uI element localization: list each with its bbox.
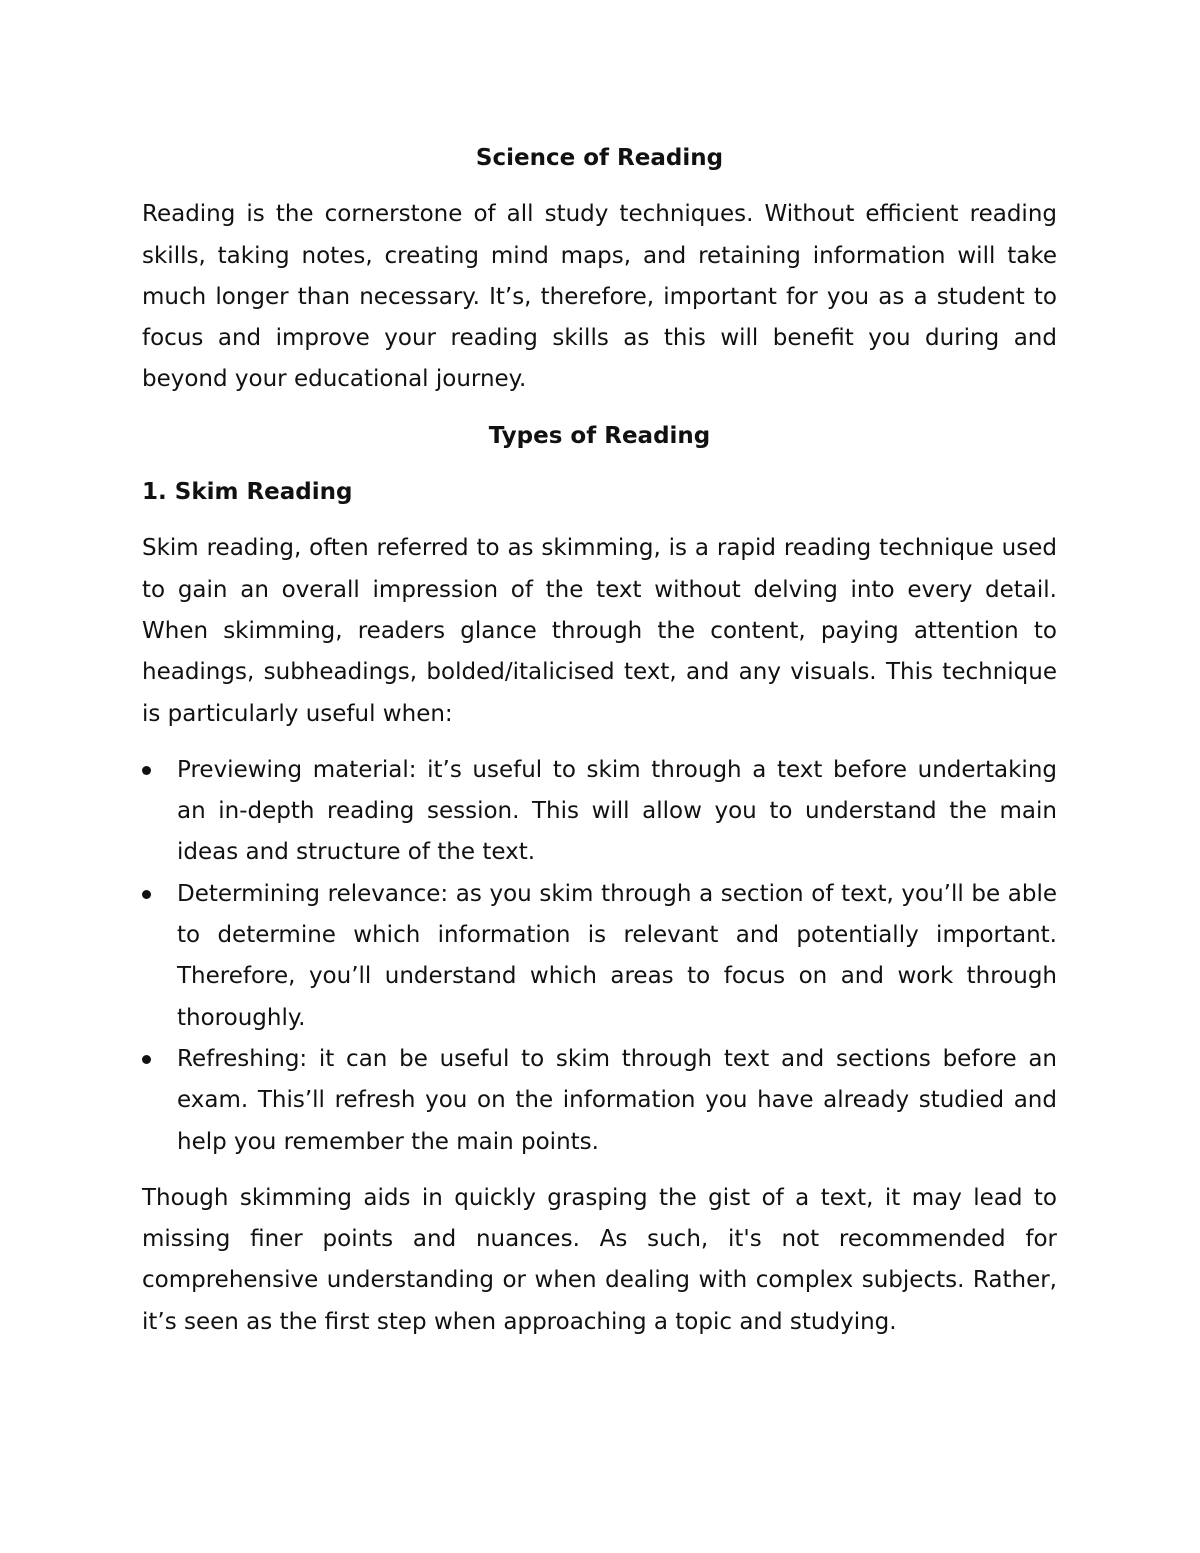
list-item-text: Previewing material: it’s useful to skim through a text before undertaking an in-depth reading session. This will allow you to understand the main ideas and structure of the text. (177, 756, 1057, 866)
list-item-text: Determining relevance: as you skim through a section of text, you’ll be able to determine which information is relevant and potentially important. Therefore, you’ll understand which areas to focus on and work through thoroughly. (177, 880, 1057, 1031)
section-title: Types of Reading (488, 422, 711, 449)
list-item (142, 750, 1057, 874)
list-item-text: Refreshing: it can be useful to skim through text and sections before an exam. This’ll refresh you on the information you have already studied and help you remember the main points. (177, 1045, 1057, 1155)
document-page (142, 138, 1057, 1343)
subsection-title: 1. Skim Reading (142, 479, 353, 506)
bullet-icon (142, 890, 151, 899)
list-item (142, 1039, 1057, 1163)
list-item (142, 874, 1057, 1039)
conclusion-paragraph: Though skimming aids in quickly grasping the gist of a text, it may lead to missing finer points and nuances. As such, it's not recommended for comprehensive understanding or when dealing with complex subjects. Rather, it’s seen as the first step when approaching a topic and studying. (142, 1184, 1057, 1335)
document-title: Science of Reading (475, 145, 724, 171)
bullet-icon (142, 766, 151, 775)
bullet-list (142, 750, 1057, 1163)
skim-intro-paragraph: Skim reading, often referred to as skimming, is a rapid reading technique used to gain an overall impression of the text without delving into every detail. When skimming, readers glance through the content, paying attention to headings, subheadings, bolded/italicised text, and any visuals. This technique is particularly useful when: (142, 535, 1057, 727)
intro-paragraph: Reading is the cornerstone of all study techniques. Without efficient reading skills, taking notes, creating mind maps, and retaining information will take much longer than necessary. It’s, therefore, important for you as a student to focus and improve your reading skills as this will benefit you during and beyond your educational journey. (142, 201, 1057, 393)
bullet-icon (142, 1055, 151, 1064)
